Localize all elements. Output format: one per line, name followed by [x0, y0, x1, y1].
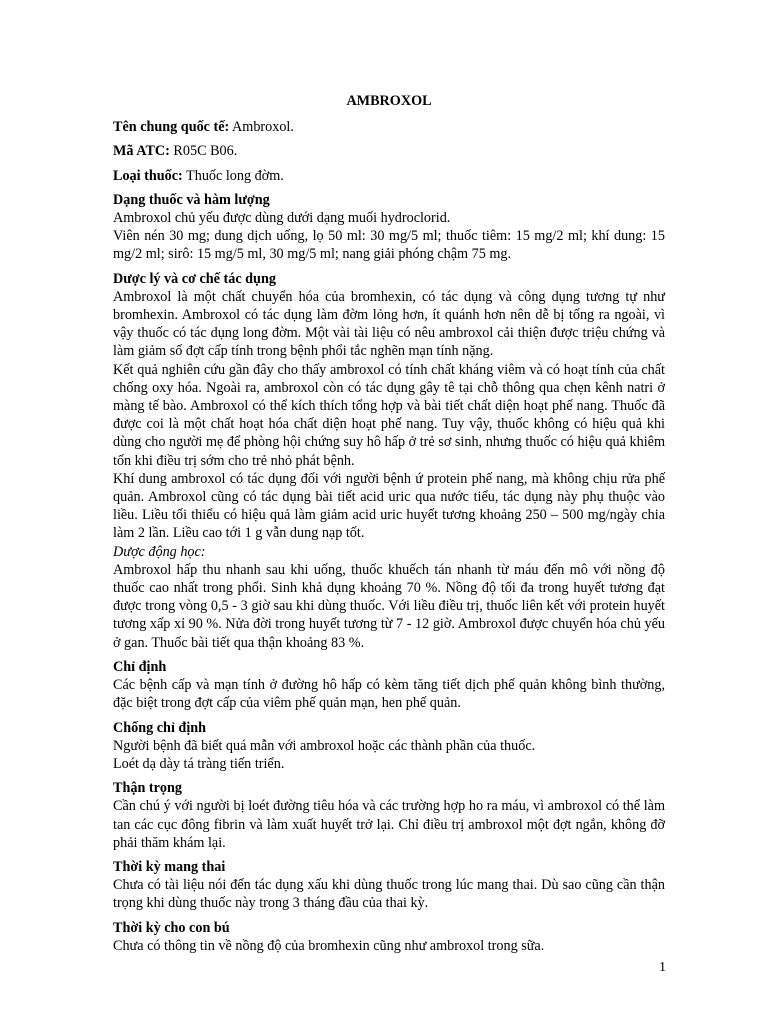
section-heading: Chỉ định [113, 658, 167, 675]
section-indications [113, 658, 665, 713]
document-title: AMBROXOL [346, 93, 432, 109]
field-inn [113, 118, 665, 136]
field-value: Ambroxol. [229, 119, 294, 136]
section-pharmacology [113, 270, 665, 652]
section-heading: Chống chỉ định [113, 719, 207, 736]
section-heading: Dạng thuốc và hàm lượng [113, 191, 270, 208]
field-atc [113, 142, 665, 160]
section-precautions [113, 779, 665, 852]
subheading-pharmacokinetics: Dược động học: [113, 543, 206, 560]
field-value: R05C B06. [169, 143, 238, 160]
field-label: Tên chung quốc tế: [113, 119, 230, 136]
field-label: Mã ATC: [113, 143, 170, 160]
paragraph: Ambroxol hấp thu nhanh sau khi uống, thuốc khuếch tán nhanh từ máu đến mô với nồng độ thuốc cao nhất trong phổi. Sinh khả dụng khoảng 70 %. Nồng độ tối đa trong huyết tương đạt được trong vòng 0,5 - 3 giờ sau khi dùng thuốc. Với liều điều trị, thuốc liên kết với protein huyết tương xấp xỉ 90 %. Nửa đời trong huyết tương từ 7 - 12 giờ. Ambroxol được chuyển hóa chủ yếu ở gan. Thuốc bài tiết qua thận khoảng 83 %. [113, 561, 665, 651]
section-heading: Thời kỳ cho con bú [113, 919, 230, 936]
section-heading: Thời kỳ mang thai [113, 858, 226, 875]
field-value: Thuốc long đờm. [182, 167, 284, 184]
field-drug-type [113, 167, 665, 185]
document-page [113, 92, 665, 955]
paragraph: Ambroxol chủ yếu được dùng dưới dạng muối hydroclorid. [113, 210, 451, 227]
paragraph: Cần chú ý với người bị loét đường tiêu hóa và các trường hợp ho ra máu, vì ambroxol có thể làm tan các cục đông fibrin và làm xuất huyết trở lại. Chỉ điều trị ambroxol một đợt ngắn, không đỡ phải thăm khám lại. [113, 798, 665, 851]
section-heading: Dược lý và cơ chế tác dụng [113, 270, 276, 287]
section-lactation [113, 919, 665, 955]
paragraph: Viên nén 30 mg; dung dịch uống, lọ 50 ml: 30 mg/5 ml; thuốc tiêm: 15 mg/2 ml; khí dung: 15 mg/2 ml; sirô: 15 mg/5 ml, 30 mg/5 ml; nang giải phóng chậm 75 mg. [113, 228, 665, 263]
paragraph: Chưa có tài liệu nói đến tác dụng xấu khi dùng thuốc trong lúc mang thai. Dù sao cũng cần thận trọng khi dùng thuốc này trong 3 tháng đầu của thai kỳ. [113, 877, 665, 912]
paragraph: Ambroxol là một chất chuyển hóa của bromhexin, có tác dụng và công dụng tương tự như bromhexin. Ambroxol có tác dụng làm đờm lỏng hơn, ít quánh hơn nên dễ bị tống ra ngoài, vì vậy thuốc có tác dụng long đờm. Một vài tài liệu có nêu ambroxol cải thiện được triệu chứng và làm giảm số đợt cấp tính trong bệnh phổi tắc nghẽn mạn tính nặng. [113, 288, 665, 360]
section-heading: Thận trọng [113, 780, 182, 797]
section-contraindications [113, 719, 665, 774]
page-number: 1 [659, 960, 666, 975]
section-pregnancy [113, 858, 665, 913]
paragraph: Khí dung ambroxol có tác dụng đối với người bệnh ứ protein phế nang, mà không chịu rửa phế quản. Ambroxol cũng có tác dụng bài tiết acid uric qua nước tiểu, tác dụng này phụ thuộc vào liều. Liều tối thiểu có hiệu quả làm giảm acid uric huyết tương khoảng 250 – 500 mg/ngày chia làm 2 lần. Liều cao tới 1 g vẫn dung nạp tốt. [113, 470, 665, 542]
paragraph: Các bệnh cấp và mạn tính ở đường hô hấp có kèm tăng tiết dịch phế quản không bình thường, đặc biệt trong đợt cấp của viêm phế quản mạn, hen phế quản. [113, 677, 665, 712]
paragraph: Chưa có thông tin về nồng độ của bromhexin cũng như ambroxol trong sữa. [113, 937, 545, 954]
field-label: Loại thuốc: [113, 167, 183, 184]
paragraph: Kết quả nghiên cứu gần đây cho thấy ambroxol có tính chất kháng viêm và có hoạt tính của chất chống oxy hóa. Ngoài ra, ambroxol còn có tác dụng gây tê tại chỗ thông qua chẹn kênh natri ở màng tế bào. Ambroxol có thể kích thích tổng hợp và bài tiết chất diện hoạt phế nang. Thuốc đã được coi là một chất hoạt hóa chất diện hoạt phế nang. Tuy vậy, thuốc không có hiệu quả khi dùng cho người mẹ để phòng hội chứng suy hô hấp ở trẻ sơ sinh, nhưng thuốc có hiệu quả khiêm tốn khi điều trị sớm cho trẻ nhỏ phát bệnh. [113, 361, 665, 469]
paragraph: Loét dạ dày tá tràng tiến triển. [113, 755, 285, 772]
section-dosage-forms [113, 191, 665, 264]
paragraph: Người bệnh đã biết quá mẫn với ambroxol hoặc các thành phần của thuốc. [113, 737, 536, 754]
